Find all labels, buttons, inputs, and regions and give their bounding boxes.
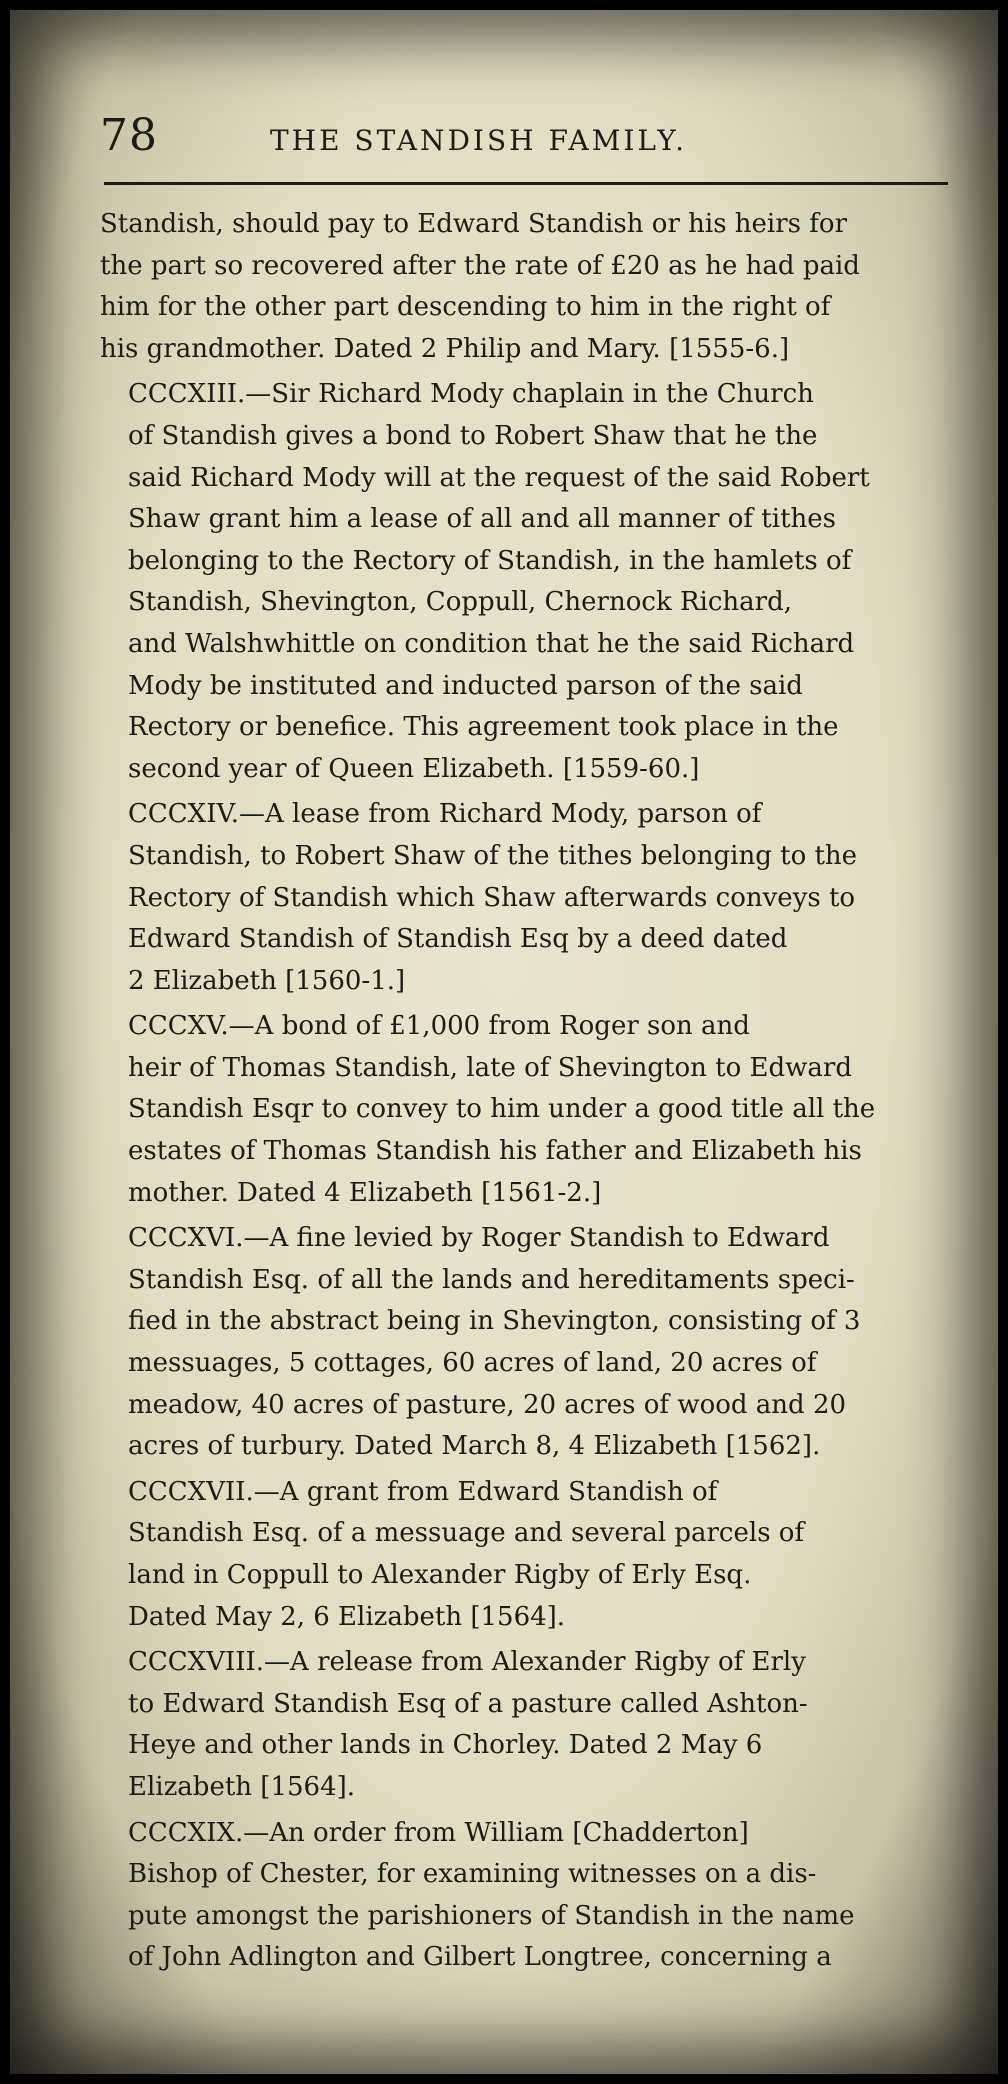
text-line: Shaw grant him a lease of all and all manner of tithes (128, 504, 836, 535)
text-line: Elizabeth [1564]. (128, 1771, 356, 1802)
text-line: land in Coppull to Alexander Rigby of Erly Esq. (128, 1560, 752, 1590)
paragraph-continuation (100, 204, 900, 370)
text-line: of Standish gives a bond to Robert Shaw that he the (128, 420, 818, 451)
page-header (80, 70, 948, 166)
text-line: Rectory or benefice. This agreement took place in the (128, 712, 839, 743)
text-line: CCCXIV.—A lease from Richard Mody, parson of (128, 799, 762, 830)
text-line: said Richard Mody will at the request of the said Robert (128, 462, 870, 493)
entry-cccxiv (100, 794, 900, 1002)
text-line: estates of Thomas Standish his father and Elizabeth his (128, 1136, 862, 1167)
text-line: Standish, to Robert Shaw of the tithes belonging to the (128, 840, 858, 871)
text-line: CCCXIII.—Sir Richard Mody chaplain in the Church (128, 379, 814, 410)
text-line: Heye and other lands in Chorley. Dated 2 May 6 (128, 1730, 763, 1761)
text-line: second year of Queen Elizabeth. [1559-60.] (128, 753, 700, 784)
text-line: CCCXVIII.—A release from Alexander Rigby of Erly (128, 1647, 806, 1678)
text-line: 2 Elizabeth [1560-1.] (128, 965, 406, 996)
header-rule (104, 182, 948, 185)
text-line: meadow, 40 acres of pasture, 20 acres of wood and 20 (128, 1389, 847, 1420)
running-title: THE STANDISH FAMILY. (270, 124, 688, 157)
text-line: Standish, should pay to Edward Standish or his heirs for (100, 209, 847, 239)
text-line: CCCXV.—A bond of £1,000 from Roger son and (128, 1011, 750, 1042)
text-line: heir of Thomas Standish, late of Shevington to Edward (128, 1052, 852, 1083)
entry-cccxvii (100, 1472, 900, 1638)
text-line: fied in the abstract being in Shevington, consisting of 3 (128, 1306, 861, 1337)
text-line: his grandmother. Dated 2 Philip and Mary. [1555-6.] (100, 333, 790, 364)
text-line: mother. Dated 4 Elizabeth [1561-2.] (128, 1177, 602, 1208)
text-line: Rectory of Standish which Shaw afterwards conveys to (128, 882, 856, 913)
text-line: to Edward Standish Esq of a pasture called Ashton- (128, 1688, 808, 1719)
text-line: and Walshwhittle on condition that he the said Richard (128, 628, 855, 659)
entry-cccxviii (100, 1642, 900, 1808)
text-line: CCCXVII.—A grant from Edward Standish of (128, 1476, 718, 1507)
page-frame (10, 10, 998, 2074)
text-line: belonging to the Rectory of Standish, in the hamlets of (128, 545, 852, 576)
entry-cccxv (100, 1006, 900, 1214)
text-line: of John Adlington and Gilbert Longtree, concerning a (128, 1942, 832, 1973)
body-text (100, 204, 900, 1979)
text-line: Standish Esq. of all the lands and hereditaments speci- (128, 1264, 855, 1295)
text-line: Standish Esq. of a messuage and several parcels of (128, 1518, 805, 1549)
text-line: pute amongst the parishioners of Standish in the name (128, 1900, 855, 1931)
text-line: Edward Standish of Standish Esq by a deed dated (128, 924, 788, 955)
entry-cccxvi (100, 1218, 900, 1468)
text-line: him for the other part descending to him in the right of (100, 292, 831, 323)
text-line: Mody be instituted and inducted parson of the said (128, 670, 803, 701)
page-number: 78 (100, 110, 158, 161)
text-line: Dated May 2, 6 Elizabeth [1564]. (128, 1601, 566, 1632)
entry-cccxiii (100, 374, 900, 790)
entry-cccxix (100, 1813, 900, 1979)
text-line: acres of turbury. Dated March 8, 4 Elizabeth [1562]. (128, 1431, 821, 1462)
book-page (80, 70, 948, 2030)
text-line: CCCXVI.—A fine levied by Roger Standish to Edward (128, 1223, 830, 1254)
text-line: the part so recovered after the rate of £20 as he had paid (100, 250, 860, 281)
text-line: CCCXIX.—An order from William [Chadderton] (128, 1817, 749, 1848)
text-line: messuages, 5 cottages, 60 acres of land, 20 acres of (128, 1348, 817, 1379)
text-line: Standish Esqr to convey to him under a good title all the (128, 1094, 876, 1125)
text-line: Bishop of Chester, for examining witnesses on a dis- (128, 1859, 817, 1890)
text-line: Standish, Shevington, Coppull, Chernock Richard, (128, 587, 793, 618)
